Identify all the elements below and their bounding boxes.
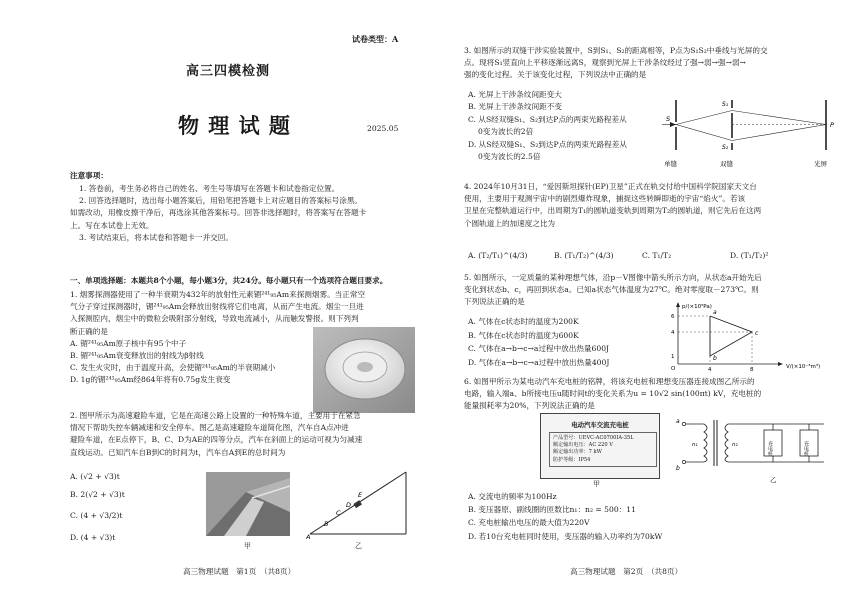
option: B. 镅²⁴¹₉₅Am衰变释放出的射线为β射线 <box>70 351 204 361</box>
notes-block <box>70 183 425 244</box>
question-text: 变化到状态b、c，再回到状态a。已知a状态气体温度为27℃。绝对零度取－273℃。则 <box>464 285 759 295</box>
section-heading: 一、单项选择题：本题共8个小题，每小题3分，共24分。每小题只有一个选项符合题目要求。 <box>70 276 388 285</box>
note-line: 上。写在本试卷上无效。 <box>70 220 154 230</box>
diagram-label: 单缝 <box>664 160 677 168</box>
question-6 <box>464 376 854 413</box>
point-label: P <box>830 121 834 129</box>
exam-date: 2025.05 <box>367 124 399 133</box>
question-text: 直线运动。已知汽车自B到C的时间为t，汽车自A到E的总时间为 <box>70 447 286 457</box>
question-3 <box>464 45 854 82</box>
exam-title: 高三四模检测 <box>186 64 271 79</box>
exam-type: 试卷类型：A <box>352 34 399 44</box>
pv-chart <box>652 300 852 372</box>
point-label: C <box>336 509 341 517</box>
charger-label: 充电桩 <box>803 441 809 456</box>
incline-diagram <box>302 468 412 540</box>
axis-label: p/(×10⁵Pa) <box>682 304 712 310</box>
option: A. 镅²⁴¹₉₅Am原子核中有95个中子 <box>70 338 187 348</box>
question-text: 电路，输入端a、b所接电压u随时间t的变化关系为u = 10√2 sin(100πt) kV，充电桩的 <box>464 389 762 399</box>
escape-ramp-photo <box>206 472 290 536</box>
tick-label: O <box>671 366 676 372</box>
slit-label: S₂ <box>722 144 729 151</box>
point-label: D <box>346 501 352 509</box>
question-text: 情况下帮助失控车辆减速和安全停车。图乙是高速避险车道简化图，汽车自A点冲进 <box>70 423 349 433</box>
slit-label: S₁ <box>722 101 729 108</box>
option: D. 气体在a→b→c→a过程中放出热量400J <box>468 357 610 367</box>
note-line: 3. 考试结束后，将本试卷和答题卡一并交回。 <box>79 232 233 242</box>
option: C. 气体在a→b→c→a过程中放出热量600J <box>468 344 610 354</box>
coil-label: n₁ <box>692 442 698 448</box>
question-text: 气分子穿过探测器时，镅²⁴¹₉₅Am会释放出射线将它们电离，从而产生电流。烟尘一旦进 <box>70 302 364 312</box>
diagram-label: 光屏 <box>814 160 827 168</box>
option: D. 1g的镅²⁴¹₉₅Am经864年将有0.75g发生衰变 <box>70 375 231 385</box>
option: A. (√2 + √3)t <box>70 472 120 481</box>
option: D. 从S经双缝S₁、S₂到达P点的两束光路程差从 <box>468 139 627 149</box>
page-footer: 高三物理试题 第1页 （共8页） <box>183 567 296 576</box>
option: C. 发生火灾时，由于温度升高，会使镅²⁴¹₉₅Am的半衰期减小 <box>70 363 276 373</box>
slit-label: S <box>666 115 671 123</box>
figure-caption: 乙 <box>770 476 777 484</box>
option: C. T₁/T₂ <box>642 251 672 260</box>
notes-heading: 注意事项： <box>70 171 108 180</box>
nameplate-row: 额定输出功率：7 kW <box>553 449 602 456</box>
figure-caption: 乙 <box>355 542 362 550</box>
option: C. 从S经双缝S₁、S₂到达P点的两束光路程差从 <box>468 114 627 124</box>
option: B. (T₁/T₂)^(4/3) <box>554 251 614 260</box>
nameplate-row: 额定输出电压：AC 220 V <box>553 442 613 449</box>
question-text: 3. 如图所示的双缝干涉实验装置中，S到S₁、S₂的距离相等，P点为S₁S₂中垂线与光屏的交 <box>464 46 768 55</box>
nameplate-row: 防护等级：IP54 <box>553 456 591 463</box>
coil-label: n₂ <box>732 442 738 448</box>
axis-label: V/(×10⁻³m³) <box>786 364 821 370</box>
question-text: 4. 2024年10月31日，“爱因斯坦探针(EP)卫星”正式在轨交付给中国科学院国家天文台 <box>464 182 757 191</box>
option: B. 光屏上干涉条纹间距不变 <box>468 102 562 112</box>
point-label: E <box>358 491 363 499</box>
question-6-options <box>468 490 848 543</box>
figure-caption: 甲 <box>244 542 251 550</box>
question-text: 个圆轨道上的加速度之比为 <box>464 218 556 228</box>
question-text: 5. 如图所示，一定质量的某种理想气体，沿p－V图像中箭头所示方向，从状态a开始先后 <box>464 273 762 282</box>
question-text: 下列说法正确的是 <box>464 297 525 307</box>
option: D. (4 + √3)t <box>70 533 116 542</box>
transformer-circuit <box>674 410 844 488</box>
option: D. (T₁/T₂)² <box>730 251 769 260</box>
option: D. 若10台充电桩同时使用，变压器的输入功率约为70kW <box>468 531 663 541</box>
option: C. 充电桩输出电压的最大值为220V <box>468 518 590 528</box>
figure-caption: 甲 <box>593 480 600 488</box>
question-text: 能量损耗率为20%，下列说法正确的是 <box>464 401 595 411</box>
option: A. 气体在c状态时的温度为200K <box>468 317 579 326</box>
option: C. (4 + √3/2)t <box>70 511 123 520</box>
tick-label: 6 <box>671 314 675 320</box>
terminal-label: b <box>676 465 680 472</box>
tick-label: 8 <box>750 367 754 372</box>
state-label: c <box>755 330 759 337</box>
nameplate-specs <box>549 432 657 467</box>
option: A. 交流电的频率为100Hz <box>468 492 557 501</box>
page-footer: 高三物理试题 第2页 （共8页） <box>570 567 683 576</box>
exam-page-2 <box>430 0 860 608</box>
question-text: 2. 图甲所示为高速避险车道，它是在高速公路上设置的一种特殊车道，主要用于在紧急 <box>70 411 361 420</box>
note-line: 如需改动，用橡皮擦干净后，再选涂其他答案标号。回答非选择题时，将答案写在答题卡 <box>70 208 367 218</box>
question-text: 避险车道，在E点停下，B、C、D为AE的四等分点，汽车在斜面上的运动可视为匀减速 <box>70 435 363 445</box>
note-line: 2. 回答选择题时，选出每小题答案后，用铅笔把答题卡上对应题目的答案标号涂黑。 <box>79 196 363 206</box>
question-2 <box>70 410 425 459</box>
charger-nameplate <box>540 413 660 479</box>
question-text: 卫星在完整轨道运行中，出周期为T₁的圆轨道变轨到周期为T₂的圆轨道，则它先后在这两 <box>464 206 762 216</box>
question-text: 强的变化过程。关于该变化过程，下列说法中正确的是 <box>464 70 647 80</box>
nameplate-row: 产品型号：UEVC-AC0700IA-35L <box>553 435 634 441</box>
question-4 <box>464 181 854 230</box>
question-text: 入探测腔内，烟尘中的微粒会吸附部分射线，导致电流减小，从而触发警报。则下列判 <box>70 314 359 324</box>
subject-title: 物 理 试 题 <box>178 113 291 138</box>
question-text: 使用，主要用于观测宇宙中的剧烈爆炸现象，捕捉这些转瞬即逝的宇宙“焰火”。若该 <box>464 194 746 204</box>
option: B. 2(√2 + √3)t <box>70 490 125 499</box>
terminal-label: a <box>676 418 680 425</box>
option: 0变为波长的2倍 <box>478 127 534 137</box>
tick-label: 4 <box>671 330 675 336</box>
option: A. 光屏上干涉条纹间距变大 <box>468 90 562 99</box>
diagram-label: 双缝 <box>720 160 733 168</box>
state-label: b <box>713 355 717 362</box>
charger-label: 充电桩 <box>767 441 773 456</box>
question-text: 1. 烟雾探测器使用了一种半衰期为432年的放射性元素镅²⁴¹₉₅Am来探测烟雾。当正常空 <box>70 290 366 299</box>
smoke-detector-photo <box>313 327 415 413</box>
option: 0变为波长的2.5倍 <box>478 152 541 162</box>
question-text: 6. 如图甲所示为某电动汽车充电桩的铭牌，将该充电桩和理想变压器连接成图乙所示的 <box>464 377 755 386</box>
point-label: B <box>324 520 329 528</box>
state-label: a <box>713 309 717 316</box>
question-text: 点。现将S₁竖直向上平移逐渐远离S，观察到光屏上干涉条纹经过了强→弱→强→弱→ <box>464 58 746 68</box>
option: B. 气体在c状态时的温度为600K <box>468 330 579 340</box>
tick-label: 4 <box>708 367 712 372</box>
tick-label: 1 <box>671 354 675 360</box>
nameplate-title: 电动汽车交流充电桩 <box>571 421 629 429</box>
option: B. 变压器原、副线圈的匝数比n₁：n₂ = 500：11 <box>468 505 636 515</box>
note-line: 1. 答卷前，考生务必将自己的姓名、考生号等填写在答题卡和试卷指定位置。 <box>79 184 340 193</box>
question-text: 断正确的是 <box>70 326 108 336</box>
double-slit-diagram <box>662 96 842 170</box>
option: A. (T₂/T₁)^(4/3) <box>468 251 528 260</box>
point-label: A <box>306 533 311 540</box>
